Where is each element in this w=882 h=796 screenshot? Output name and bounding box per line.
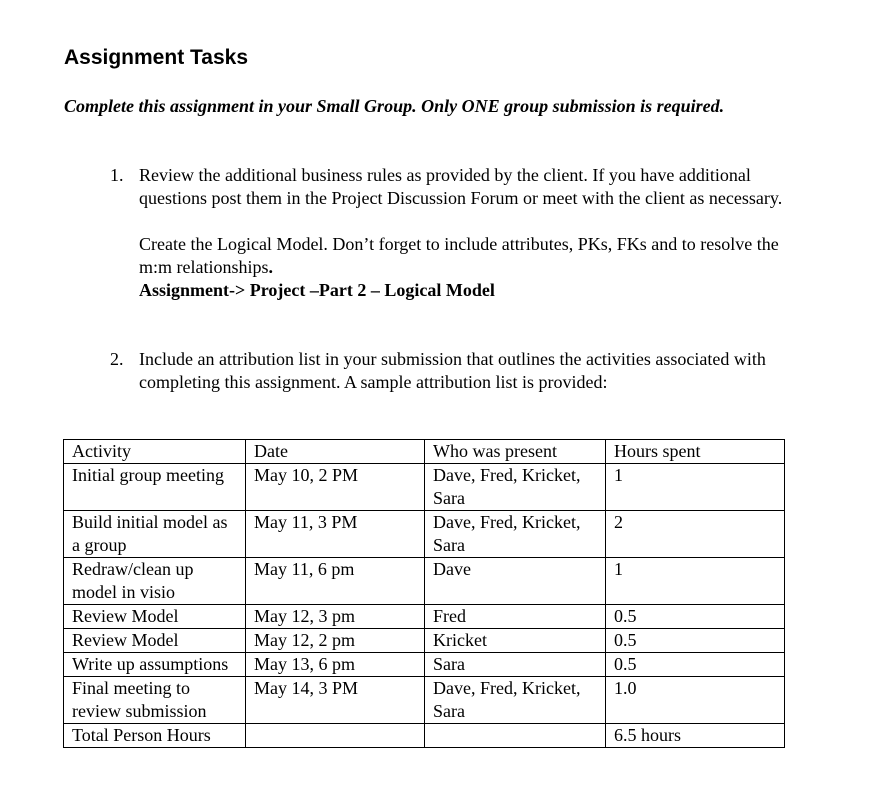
- date-cell: May 12, 2 pm: [246, 629, 425, 653]
- date-cell: May 10, 2 PM: [246, 464, 425, 511]
- hours-cell: 0.5: [606, 629, 785, 653]
- activity-cell: Review Model: [64, 605, 246, 629]
- column-header: Who was present: [425, 440, 606, 464]
- who-cell: Dave, Fred, Kricket, Sara: [425, 464, 606, 511]
- task-paragraph-period: .: [268, 257, 273, 277]
- total-hours-cell: 6.5 hours: [606, 724, 785, 748]
- date-cell: May 14, 3 PM: [246, 677, 425, 724]
- table-row: [64, 677, 785, 724]
- page-title: Assignment Tasks: [64, 46, 249, 69]
- who-cell: Dave, Fred, Kricket, Sara: [425, 677, 606, 724]
- who-cell: Fred: [425, 605, 606, 629]
- assignment-path: Assignment-> Project –Part 2 – Logical Model: [139, 280, 495, 300]
- hours-cell: 2: [606, 511, 785, 558]
- instructions-intro: Complete this assignment in your Small Group. Only ONE group submission is required.: [64, 96, 725, 116]
- who-cell: Dave: [425, 558, 606, 605]
- table-row: [64, 511, 785, 558]
- date-cell: [246, 724, 425, 748]
- activity-cell: Initial group meeting: [64, 464, 246, 511]
- total-label-cell: Total Person Hours: [64, 724, 246, 748]
- who-cell: Sara: [425, 653, 606, 677]
- table-total-row: [64, 724, 785, 748]
- task-paragraph-logical-model: [139, 233, 790, 302]
- activity-cell: Redraw/clean up model in visio: [64, 558, 246, 605]
- column-header: Hours spent: [606, 440, 785, 464]
- task-paragraph: Review the additional business rules as provided by the client. If you have additional questions post them in the Project Discussion Forum or meet with the client as necessary.: [139, 165, 783, 208]
- table-row: [64, 653, 785, 677]
- column-header: Date: [246, 440, 425, 464]
- hours-cell: 1.0: [606, 677, 785, 724]
- task-paragraph: Include an attribution list in your submission that outlines the activities associated with completing this assignment. A sample attribution list is provided:: [139, 349, 766, 392]
- task-paragraph-text: Create the Logical Model. Don’t forget to include attributes, PKs, FKs and to resolve the m:m relationships: [139, 234, 779, 277]
- hours-cell: 1: [606, 464, 785, 511]
- hours-cell: 1: [606, 558, 785, 605]
- who-cell: Dave, Fred, Kricket, Sara: [425, 511, 606, 558]
- hours-cell: 0.5: [606, 653, 785, 677]
- column-header: Activity: [64, 440, 246, 464]
- activity-cell: Write up assumptions: [64, 653, 246, 677]
- table-row: [64, 558, 785, 605]
- attribution-table: [63, 439, 785, 748]
- task-number: 1.: [110, 165, 124, 185]
- table-header-row: [64, 440, 785, 464]
- date-cell: May 11, 6 pm: [246, 558, 425, 605]
- activity-cell: Build initial model as a group: [64, 511, 246, 558]
- table-row: [64, 605, 785, 629]
- date-cell: May 11, 3 PM: [246, 511, 425, 558]
- date-cell: May 13, 6 pm: [246, 653, 425, 677]
- task-item-1: [110, 164, 790, 302]
- task-item-2: [110, 348, 790, 394]
- activity-cell: Review Model: [64, 629, 246, 653]
- task-number: 2.: [110, 349, 124, 369]
- who-cell: [425, 724, 606, 748]
- activity-cell: Final meeting to review submission: [64, 677, 246, 724]
- table-row: [64, 464, 785, 511]
- table-row: [64, 629, 785, 653]
- date-cell: May 12, 3 pm: [246, 605, 425, 629]
- hours-cell: 0.5: [606, 605, 785, 629]
- who-cell: Kricket: [425, 629, 606, 653]
